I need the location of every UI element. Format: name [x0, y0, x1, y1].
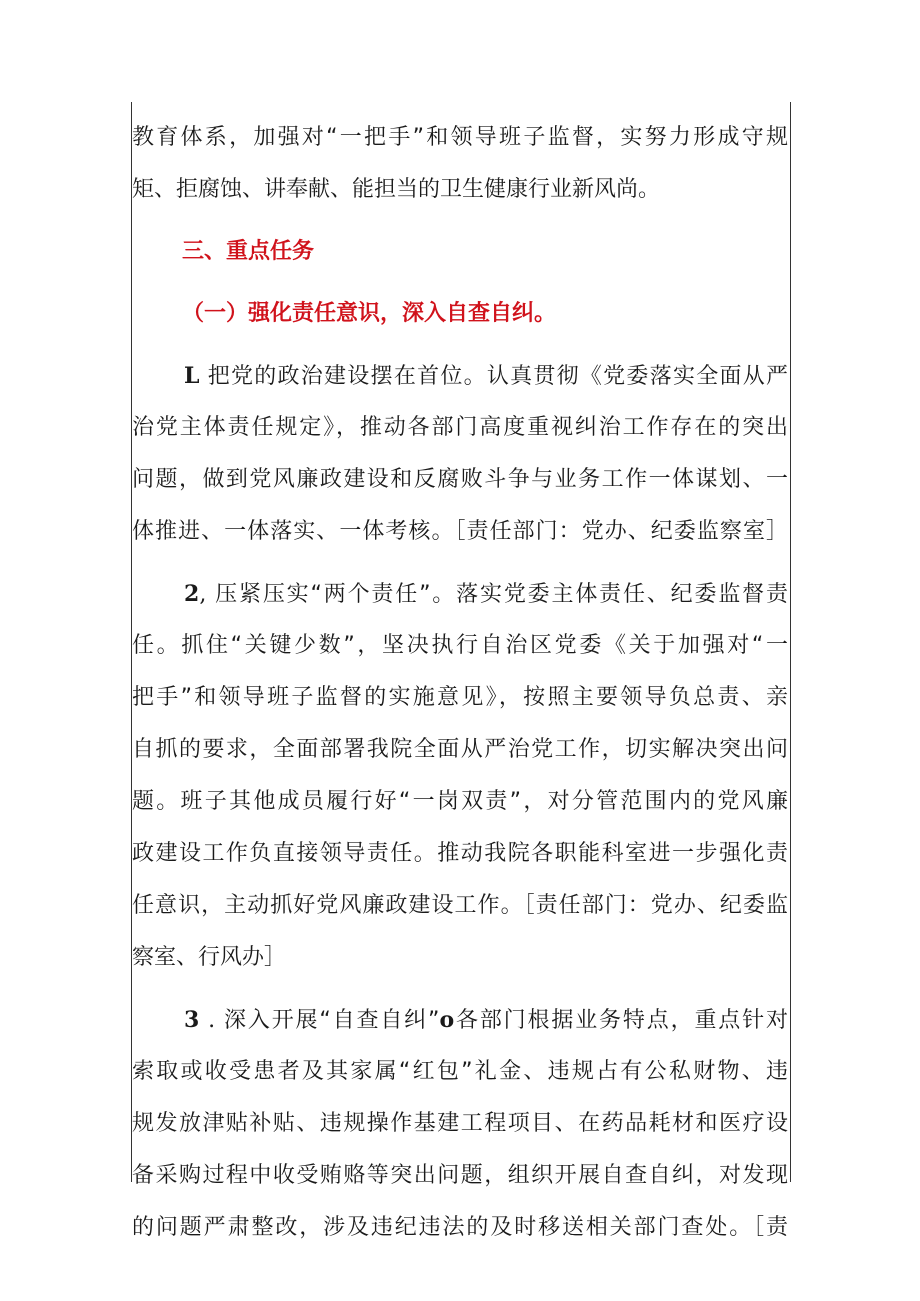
text-line: [132, 568, 788, 620]
text-line: 矩、拒腐蚀、讲奉献、能担当的卫生健康行业新风尚。: [132, 177, 661, 202]
text-line: 题。班子其他成员履行好“一岗双责”，对分管范围内的党风廉: [132, 789, 788, 814]
item-separator: .: [208, 1008, 216, 1033]
text-line: 政建设工作负直接领导责任。推动我院各职能科室进一步强化责: [132, 841, 788, 866]
item-first-line: 压紧压实“两个责任”。落实党委主体责任、纪委监督责: [215, 582, 789, 607]
item-number: L: [184, 363, 200, 389]
text-line: 规发放津贴补贴、违规操作基建工程项目、在药品耗材和医疗设: [132, 1111, 788, 1136]
text-line: 体推进、一体落实、一体考核。［责任部门：党办、纪委监察室］: [132, 519, 788, 544]
text-line: 任。抓住“关键少数”，坚决执行自治区党委《关于加强对“一: [132, 633, 788, 658]
item-first-line-rest: 各部门根据业务特点，重点针对: [454, 1008, 788, 1033]
text-line: 索取或收受患者及其家属“红包”礼金、违规占有公私财物、违: [132, 1059, 789, 1084]
item-number: 3: [184, 1007, 200, 1033]
document-body: [132, 112, 788, 1254]
ocr-mark: o: [439, 1007, 455, 1033]
item-first-line: 把党的政治建设摆在首位。认真贯彻《党委落实全面从严: [207, 364, 788, 389]
intro-paragraph: [132, 112, 788, 216]
item-separator: ,: [199, 582, 207, 607]
item-first-line: 深入开展“自查自纠”: [224, 1008, 440, 1033]
item-number: 2: [184, 581, 200, 607]
text-line: 任意识，主动抓好党风廉政建设工作。［责任部门：党办、纪委监: [132, 893, 788, 918]
text-line: 的问题严肃整改，涉及违纪违法的及时移送相关部门查处。［责: [132, 1215, 788, 1240]
text-line: 问题，做到党风廉政建设和反腐败斗争与业务工作一体谋划、一: [132, 467, 788, 492]
section-heading: 三、重点任务: [182, 239, 315, 264]
text-line: 教育体系，加强对“一把手”和领导班子监督，实努力形成守规: [132, 125, 788, 150]
task-item-2: [132, 568, 788, 984]
text-line: [132, 350, 788, 402]
text-line: 察室、行风办］: [132, 945, 287, 970]
text-line: [132, 994, 788, 1046]
text-line: 备采购过程中收受贿赂等突出问题，组织开展自查自纠，对发现: [132, 1163, 788, 1188]
task-item-1: [132, 350, 788, 558]
text-line: 自抓的要求，全面部署我院全面从严治党工作，切实解决突出问: [132, 737, 788, 762]
text-line: 把手”和领导班子监督的实施意见》，按照主要领导负总责、亲: [132, 685, 788, 710]
text-line: 治党主体责任规定》，推动各部门高度重视纠治工作存在的突出: [132, 415, 788, 440]
task-item-3: [132, 994, 788, 1254]
subsection-heading: （一）强化责任意识，深入自查自纠。: [182, 301, 557, 326]
